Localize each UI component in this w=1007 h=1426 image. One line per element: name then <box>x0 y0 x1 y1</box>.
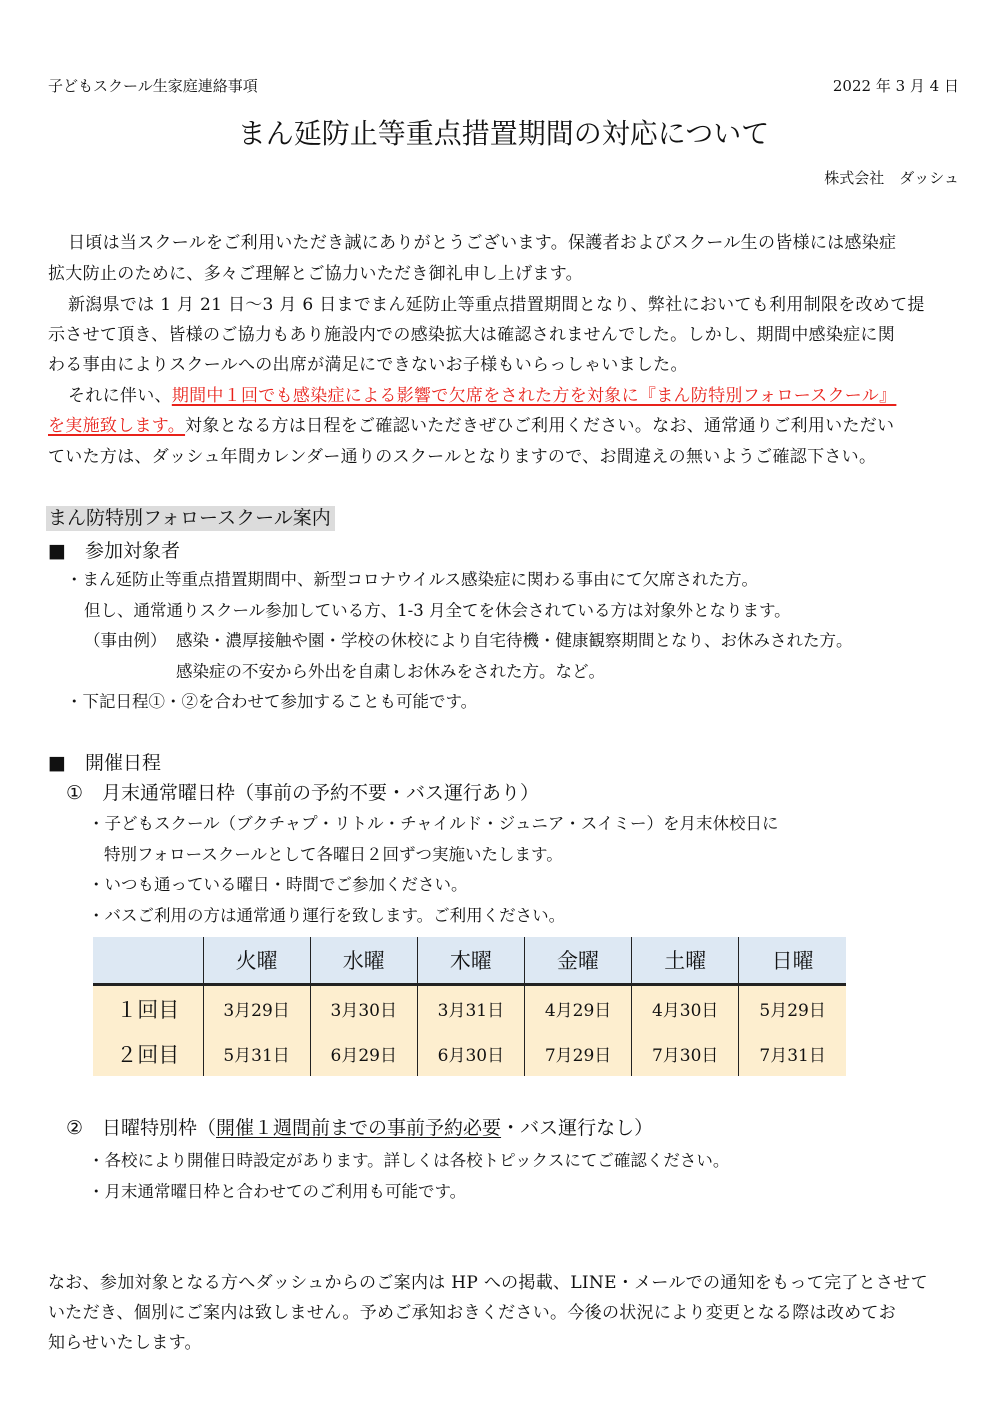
date-cell: 7月30日 <box>632 1031 739 1076</box>
target-line1: ・まん延防止等重点措置期間中、新型コロナウイルス感染症に関わる事由にて欠席された方。 <box>66 570 759 589</box>
intro-p3-line3: ていた方は、ダッシュ年間カレンダー通りのスクールとなりますので、お間違えの無いようご確認下さい。 <box>48 447 877 467</box>
schedule-option2-title <box>66 1113 653 1140</box>
intro-p2-line1: 新潟県では 1 月 21 日～3 月 6 日までまん延防止等重点措置期間となり、弊社においても利用制限を改めて提 <box>68 295 925 315</box>
intro-p1-line2: 拡大防止のために、多々ご理解とご協力いただき御礼申し上げます。 <box>48 264 583 284</box>
highlight-notice-end: を実施致します。 <box>48 416 186 436</box>
intro-p3-lead: それに伴い、 <box>68 386 172 406</box>
table-row <box>93 985 846 1032</box>
date-cell: 4月29日 <box>524 985 631 1032</box>
date-cell: 3月29日 <box>203 985 310 1032</box>
option1-line1: ・子どもスクール（ブクチャプ・リトル・チャイルド・ジュニア・スイミー）を月末休校日に <box>88 814 779 833</box>
date-cell: 4月30日 <box>632 985 739 1032</box>
page-title: まん延防止等重点措置期間の対応について <box>237 117 770 150</box>
schedule-option1-title: ① 月末通常曜日枠（事前の予約不要・バス運行あり） <box>66 782 540 804</box>
date-cell: 7月31日 <box>739 1031 846 1076</box>
intro-p3-line2 <box>48 411 894 436</box>
header-cell: 土曜 <box>632 937 739 985</box>
intro-p1-line1: 日頃は当スクールをご利用いただき誠にありがとうございます。保護者およびスクール生の皆様には感染症 <box>68 233 897 253</box>
header-cell: 火曜 <box>203 937 310 985</box>
option2-reservation-note: 開催１週間前までの事前予約必要 <box>216 1117 502 1139</box>
target-line5: ・下記日程①・②を合わせて参加することも可能です。 <box>66 692 478 711</box>
date-cell: 5月29日 <box>739 985 846 1032</box>
intro-p2-line2: 示させて頂き、皆様のご協力もあり施設内での感染拡大は確認されませんでした。しかし、期間中感染症に関 <box>48 325 896 345</box>
date-cell: 3月31日 <box>417 985 524 1032</box>
option1-line3: ・いつも通っている曜日・時間でご参加ください。 <box>88 875 468 894</box>
footer-line2: いただき、個別にご案内は致しません。予めご承知おきください。今後の状況により変更となる際は改めてお <box>48 1303 897 1323</box>
table-row <box>93 1031 846 1076</box>
option2-line2: ・月末通常曜日枠と合わせてのご利用も可能です。 <box>88 1182 467 1201</box>
footer-line1: なお、参加対象となる方へダッシュからのご案内は HP への掲載、LINE・メールでの通知をもって完了とさせて <box>48 1273 928 1293</box>
document-category: 子どもスクール生家庭連絡事項 <box>48 77 258 95</box>
target-heading: ■ 参加対象者 <box>48 540 180 562</box>
header-cell: 木曜 <box>417 937 524 985</box>
highlight-notice: 期間中１回でも感染症による影響で欠席をされた方を対象に『まん防特別フォロースクール』 <box>171 386 897 406</box>
target-example-text2: 感染症の不安から外出を自粛しお休みをされた方。など。 <box>176 662 605 681</box>
date-cell: 6月30日 <box>417 1031 524 1076</box>
header-empty-cell <box>93 937 203 985</box>
date-cell: 6月29日 <box>310 1031 417 1076</box>
target-line2: 但し、通常通りスクール参加している方、1-3 月全てを休会されている方は対象外となります。 <box>84 601 791 620</box>
option2-line1: ・各校により開催日時設定があります。詳しくは各校トピックスにてご確認ください。 <box>88 1151 730 1170</box>
option1-line4: ・バスご利用の方は通常通り運行を致します。ご利用ください。 <box>88 906 566 925</box>
date-cell: 3月30日 <box>310 985 417 1032</box>
header-cell: 水曜 <box>310 937 417 985</box>
schedule-heading: ■ 開催日程 <box>48 752 161 774</box>
table-header-row <box>93 937 846 985</box>
section-title-label: まん防特別フォロースクール案内 <box>46 506 335 531</box>
row-label: ２回目 <box>93 1031 203 1076</box>
option2-title-lead: ② 日曜特別枠（ <box>66 1117 217 1139</box>
intro-p2-line3: わる事由によりスクールへの出席が満足にできないお子様もいらっしゃいました。 <box>48 355 688 375</box>
option2-title-tail: ・バス運行なし） <box>501 1117 654 1139</box>
date-cell: 5月31日 <box>203 1031 310 1076</box>
document-date: 2022 年 3 月 4 日 <box>832 77 959 95</box>
section-title <box>46 503 335 530</box>
date-cell: 7月29日 <box>524 1031 631 1076</box>
header-cell: 日曜 <box>739 937 846 985</box>
schedule-table <box>93 937 846 1076</box>
target-example-text: 感染・濃厚接触や園・学校の休校により自宅待機・健康観察期間となり、お休みされた方。 <box>176 631 853 650</box>
header-cell: 金曜 <box>524 937 631 985</box>
target-example-label: （事由例） <box>84 631 167 650</box>
row-label: １回目 <box>93 985 203 1032</box>
footer-line3: 知らせいたします。 <box>48 1333 202 1353</box>
option1-line2: 特別フォロースクールとして各曜日２回ずつ実施いたします。 <box>104 845 563 864</box>
company-name: 株式会社 ダッシュ <box>824 169 959 187</box>
intro-p3-cont: 対象となる方は日程をご確認いただきぜひご利用ください。なお、通常通りご利用いただい <box>185 416 895 436</box>
intro-p3-line1 <box>68 381 896 406</box>
